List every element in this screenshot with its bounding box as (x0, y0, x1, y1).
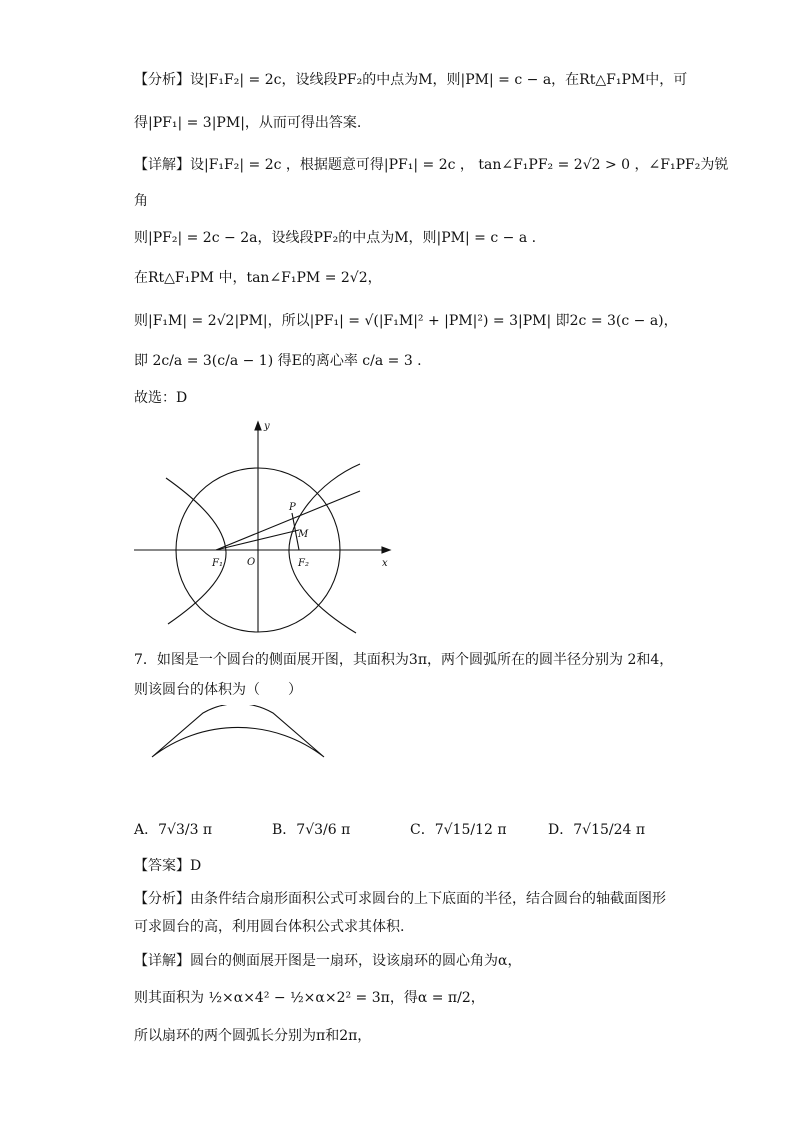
choice-line: 故选：D (134, 390, 188, 406)
label-x: x (382, 558, 388, 569)
hyperbola-right-branch (289, 464, 360, 633)
label-y: y (264, 421, 270, 432)
question-7-stem-2: 则该圆台的体积为（ ） (134, 682, 302, 698)
x-axis-arrow (382, 547, 390, 553)
option-b[interactable]: B．7√3/6 π (272, 822, 351, 838)
detail-line-5: 则|F₁M| = 2√2|PM|，所以|PF₁| = √(|F₁M|² + |PM|²) = 3|PM| 即2c = 3(c − a)， (134, 313, 678, 329)
segment-f1-p (216, 491, 360, 550)
detail-7-line-1: 【详解】圆台的侧面展开图是一扇环，设该扇环的圆心角为α， (134, 953, 522, 969)
hyperbola-left-branch (166, 478, 226, 624)
detail-line-3: 则|PF₂| = 2c − 2a，设线段PF₂的中点为M，则|PM| = c − a . (134, 230, 537, 246)
analysis-line-1: 【分析】设|F₁F₂| = 2c，设线段PF₂的中点为M，则|PM| = c − a，在Rt△F₁PM中，可 (134, 72, 688, 88)
label-f1: F₁ (212, 558, 223, 569)
label-f2: F₂ (298, 558, 309, 569)
label-o: O (247, 557, 256, 568)
option-d[interactable]: D．7√15/24 π (548, 822, 646, 838)
detail-line-4: 在Rt△F₁PM 中，tan∠F₁PM = 2√2， (134, 270, 382, 286)
question-7-stem-1: 7．如图是一个圆台的侧面展开图，其面积为3π，两个圆弧所在的圆半径分别为 2和4， (134, 652, 674, 668)
frustum-net-figure (138, 705, 338, 800)
options-row (134, 812, 654, 852)
detail-7-line-2: 则其面积为 ½×α×4² − ½×α×2² = 3π，得α = π/2， (134, 990, 485, 1006)
analysis-7-line-1: 【分析】由条件结合扇形面积公式可求圆台的上下底面的半径，结合圆台的轴截面图形 (134, 891, 666, 907)
option-c[interactable]: C．7√15/12 π (410, 822, 507, 838)
y-axis-arrow (255, 422, 261, 430)
detail-line-6: 即 2c/a = 3(c/a − 1) 得E的离心率 c/a = 3 . (134, 353, 422, 369)
annulus-sector (152, 705, 324, 757)
option-a[interactable]: A．7√3/3 π (134, 822, 213, 838)
detail-line-1: 【详解】设|F₁F₂| = 2c ，根据题意可得|PF₁| = 2c ， tan∠F₁PF₂ = 2√2 > 0 ，∠F₁PF₂为锐 (134, 157, 729, 173)
analysis-line-2: 得|PF₁| = 3|PM|，从而可得出答案. (134, 115, 362, 131)
label-p: P (289, 502, 296, 513)
detail-line-2: 角 (134, 193, 148, 209)
label-m: M (298, 529, 309, 540)
analysis-7-line-2: 可求圆台的高，利用圆台体积公式求其体积. (134, 919, 405, 935)
detail-7-line-3: 所以扇环的两个圆弧长分别为π和2π， (134, 1028, 372, 1044)
answer-line: 【答案】D (134, 858, 202, 874)
hyperbola-figure (128, 412, 398, 637)
